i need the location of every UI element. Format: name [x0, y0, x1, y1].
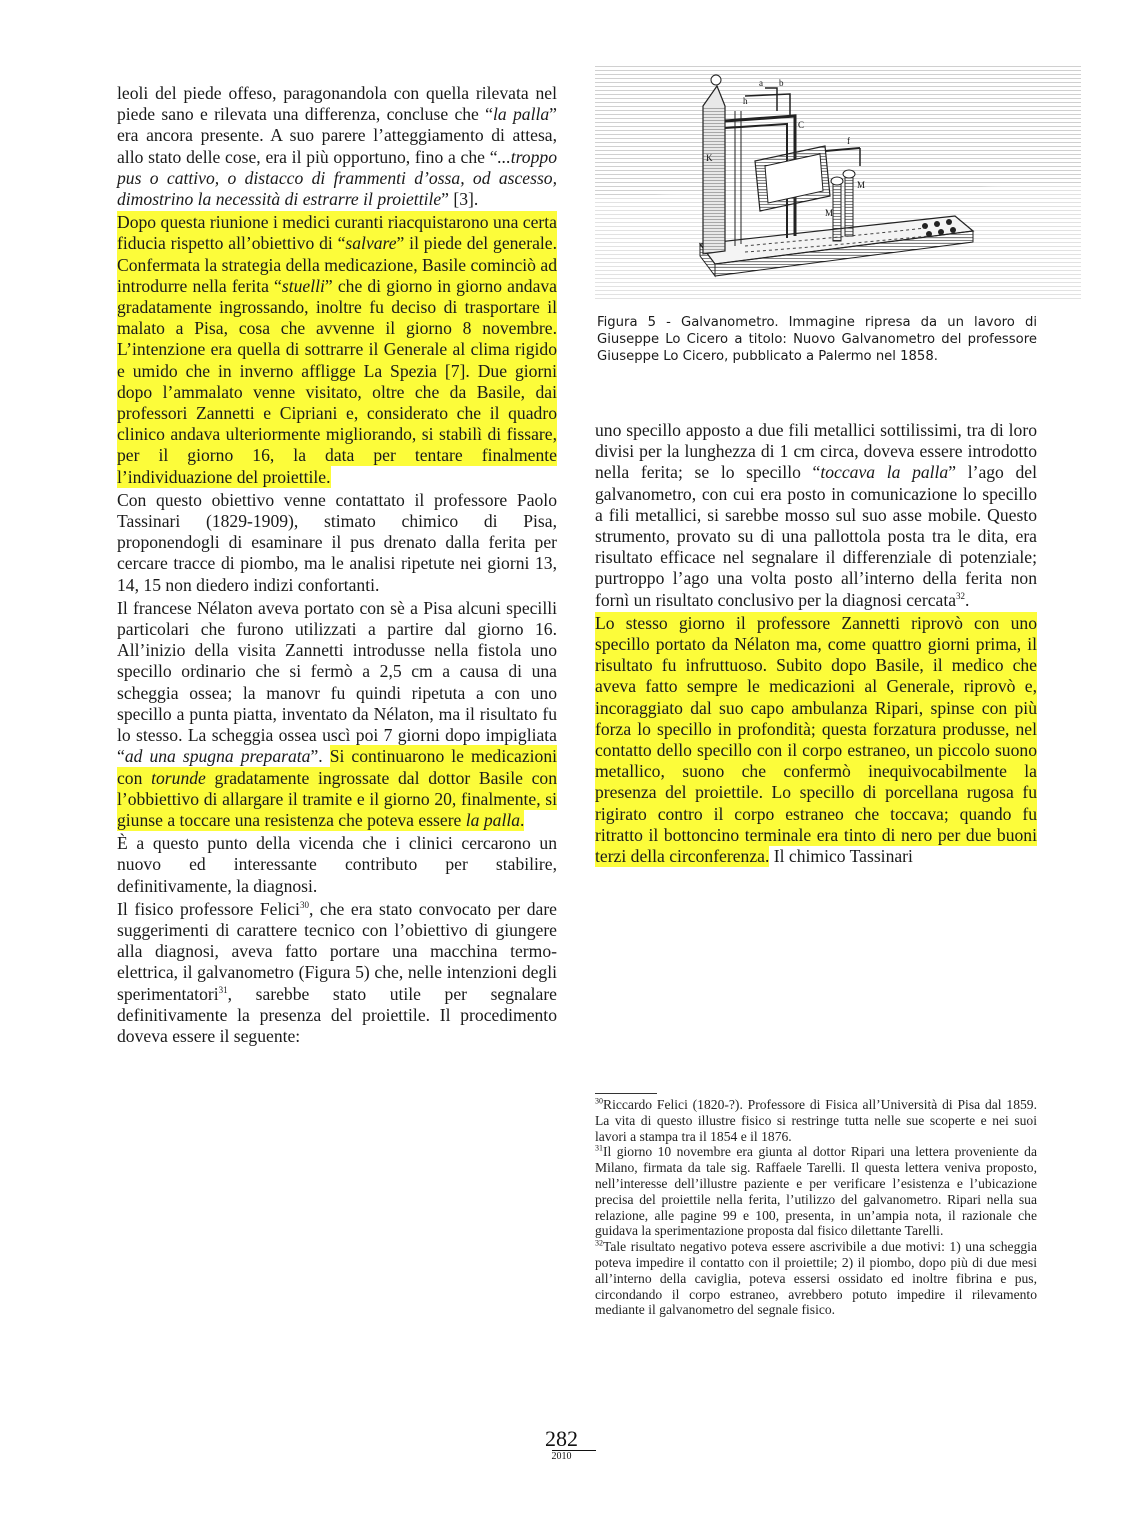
figure-letter: M — [857, 180, 866, 190]
paragraph-3: Con questo obiettivo venne contattato il professore Paolo Tassinari (1829-1909), stimato chimico di Pisa, proponendogli di esaminare il pus drenato dalla ferita per cercare tracce di piombo, ma le analisi ripetute nei giorni 13, 14, 15 non diedero indizi confortanti. — [117, 489, 557, 595]
footnote: $^{30}$Riccardo Felici (1820-?). Professore di Fisica all’Università di Pisa dal 1859. La vita di questo illustre fisico si restringe tutta nelle sue scoperte e nei suoi lavori a stampa tra il 1854 e il 1876. — [595, 1096, 1037, 1144]
footnote-ref[interactable]: 30 — [299, 899, 309, 910]
figure-letter: h — [743, 96, 748, 106]
paragraph-1: leoli del piede offeso, paragonandola con quella rilevata nel piede sano e rilevata una differenza, concluse che “la palla” era ancora presente. A suo parere l’atteggiamento di attesa, allo stato delle cose, era il più opportuno, fino a che “...troppo pus o cattivo, o distacco di frammenti d’ossa, od ascesso, dimostrino la necessità di estrarre il proiettile” [3]. — [117, 83, 557, 210]
figure-letter: b — [779, 78, 784, 88]
page-year: 2010 — [551, 1451, 572, 1462]
page-number: 282 — [545, 1426, 578, 1451]
left-column — [117, 83, 557, 1049]
right-column — [595, 420, 1037, 869]
paragraph-4: Il francese Nélaton aveva portato con sè a Pisa alcuni specilli particolari che furono utilizzati a partire dal giorno 16. All’inizio della visita Zannetti introdusse nella fistola uno specillo ordinario che si fermò a 2,5 cm a causa di una scheggia ossea; la manovr fu quindi ripetuta a con uno specillo a punta piatta, inventato da Nélaton, ma il risultato fu lo stesso. La scheggia ossea uscì poi 7 giorni dopo impigliata “ad una spugna preparata”. Si continuarono le medicazioni con torunde gradatamente ingrossate dal dottor Basile con l’obbiettivo di allargare il tramite e il giorno 20, finalmente, si giunse a toccare una resistenza che poteva essere la palla. — [117, 597, 558, 830]
footnote: $^{32}$Tale risultato negativo poteva essere ascrivibile a due motivi: 1) una scheggia poteva impedire il contatto con il proiettile; 2) il piombo, dopo più di due mesi all’interno della caviglia, poteva essersi ossidato ed inoltre fibrina e pus, circondando il corpo estraneo, avrebbero potuto impedire il rilevamento mediante il galvanometro del segnale fisico. — [595, 1238, 1037, 1318]
footnote-separator — [595, 1093, 657, 1094]
footnotes — [595, 1097, 1037, 1318]
paragraph-2-highlighted — [117, 212, 557, 488]
figure-letter: f — [847, 136, 850, 146]
figure-letter: M — [825, 208, 834, 218]
paragraph-7: uno specillo apposto a due fili metallici sottilissimi, tra di loro divisi per la lunghezza di 1 cm circa, doveva essere introdotto nella ferita; se lo specillo “toccava la palla” l’ago del galvanometro, con cui era posto in comunicazione lo specillo a fili metallici, si sarebbe mosso sul suo asse mobile. Questo strumento, provato su di una pallottola posta tra le dita, era risultato efficace nel segnalare il differenziale di potenziale; purtroppo l’ago una volta posto all’interno della ferita non fornì un risultato conclusivo per la diagnosi cercata$^{32}$. — [595, 420, 1038, 610]
highlight: Si continuarono le medicazioni con torunde gradatamente ingrossate dal dottor Basile con l’obbiettivo di allargare il tramite e il giorno 20, finalmente, si giunse a toccare una resistenza che poteva essere la palla. — [117, 746, 558, 830]
figure-caption-text: - Galvanometro. Immagine ripresa da un lavoro di Giuseppe Lo Cicero a titolo: Nuovo Galvanometro del professore Giuseppe Lo Cicero, pubblicato a Palermo nel 1858. — [597, 315, 1037, 364]
galvanometer-figure — [595, 66, 1081, 302]
footnote-ref[interactable]: 31 — [218, 984, 228, 995]
paragraph-6: Il fisico professore Felici$^{30}$, che era stato convocato per dare suggerimenti di carattere tecnico con l’obiettivo di giungere alla diagnosi, aveva fatto portare una macchina termo-elettrica, il galvanometro (Figura 5) che, nelle intenzioni degli sperimentatori$^{31}$, sarebbe stato utile per segnalare definitivamente la presenza del proiettile. Il procedimento doveva essere il seguente: — [117, 898, 557, 1046]
footnote: $^{31}$Il giorno 10 novembre era giunta al dottor Ripari una lettera proveniente da Milano, firmata da tale sig. Raffaele Tarelli. Il questa lettera veniva proposto, nell’interesse dell’illustre paziente e per verificare l’esistenza e l’ubicazione precisa del proiettile nella ferita, l’utilizzo del galvanometro. Ripari nella sua relazione, alle pagine 99 e 100, presenta, in un’ampia nota, il razionale che guidava la sperimentazione proposta dal fisico dilettante Tarelli. — [595, 1143, 1037, 1239]
paragraph-8: Lo stesso giorno il professore Zannetti riprovò con uno specillo portato da Nélaton ma, come quattro giorni prima, il risultato fu infruttuoso. Subito dopo Basile, il medico che aveva fatto sempre le medicazioni al Generale, riprovò e, incoraggiato dal suo capo ambulanza Ripari, spinse con più forza lo specillo in profondità; questa forzatura produsse, nel contatto dello specillo con il corpo estraneo, un piccolo suono metallico, suono che confermò inequivocabilmente la presenza del proiettile. Lo specillo di porcellana rugosa fu rigirato contro il corpo estraneo che toccava; quando fu ritratto il bottoncino terminale era tinto di nero per due buoni terzi della circonferenza. Il chimico Tassinari — [595, 612, 1037, 867]
figure-letter: K — [706, 153, 713, 163]
highlight: Dopo questa riunione i medici curanti riacquistarono una certa fiducia rispetto all’obiettivo di “salvare” il piede del generale. Confermata la strategia della medicazione, Basile cominciò ad introdurre nella ferita “stuelli” che di giorno in giorno andava gradatamente ingrossando, inoltre fu deciso di trasportare il malato a Pisa, cosa che avvenne il giorno 8 novembre. L’intenzione era quella di sottrarre il Generale al clima rigido e umido che in inverno affligge La Spezia [7]. Due giorni dopo l’ammalato venne visitato, oltre che da Basile, dai professori Zannetti e Cipriani e, considerato che il quadro clinico andava ulteriormente migliorando, si stabilì di fissare, per il giorno 16, la data per tentare finalmente l’individuazione del proiettile. — [117, 212, 557, 487]
figure-letter: a — [759, 78, 763, 88]
paragraph-5: È a questo punto della vicenda che i clinici cercarono un nuovo ed interessante contributo per stabilire, definitivamente, la diagnosi. — [117, 833, 557, 896]
figure-label: Figura 5 — [597, 315, 657, 330]
figure-caption — [597, 314, 1037, 365]
figure-letter: C — [798, 120, 805, 130]
footnote-ref[interactable]: 32 — [956, 590, 966, 601]
galvanometer-engraving — [595, 66, 1081, 302]
highlight: Lo stesso giorno il professore Zannetti riprovò con uno specillo portato da Nélaton ma, come quattro giorni prima, il risultato fu infruttuoso. Subito dopo Basile, il medico che aveva fatto sempre le medicazioni al Generale, riprovò e, incoraggiato dal suo capo ambulanza Ripari, spinse con più forza lo specillo in profondità; questa forzatura produsse, nel contatto dello specillo con il corpo estraneo, un piccolo suono metallico, suono che confermò inequivocabilmente la presenza del proiettile. Lo specillo di porcellana rugosa fu rigirato contro il corpo estraneo che toccava; quando fu ritratto il bottoncino terminale era tinto di nero per due buoni terzi della circonferenza. — [595, 612, 1037, 867]
